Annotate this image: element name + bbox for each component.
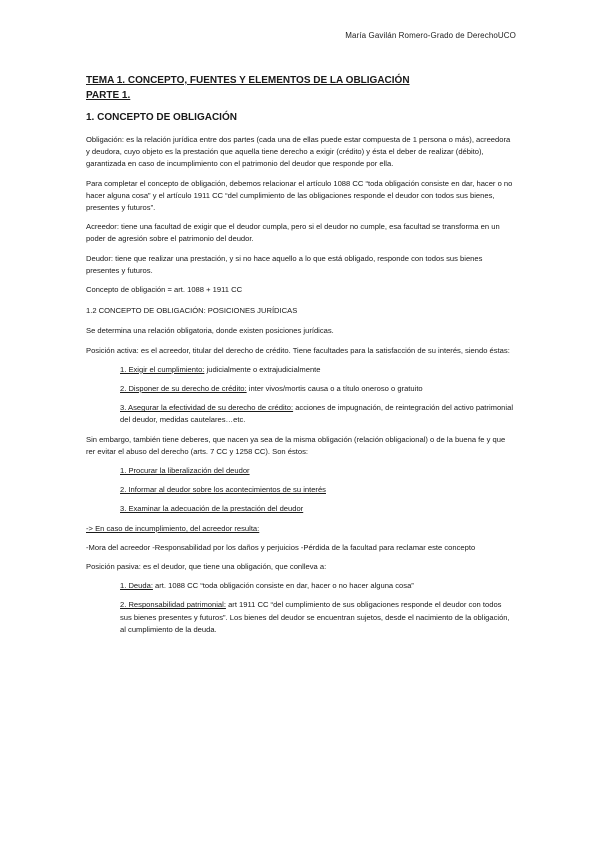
paragraph-obligacion: Obligación: es la relación jurídica entre dos partes (cada una de ellas puede estar compuesta de 1 persona o más), acreedora y deudora, cuyo objeto es la prestación que aquella tiene derecho a exigir (crédito) y ésta el deber de realizar (débito), garantizada en caso de incumplimiento con el patrimonio del deudor que responde por ella. — [86, 135, 511, 169]
document-title: TEMA 1. CONCEPTO, FUENTES Y ELEMENTOS DE LA OBLIGACIÓN — [86, 75, 410, 86]
list-item-asegurar — [120, 402, 514, 426]
paragraph-determina: Se determina una relación obligatoria, donde existen posiciones jurídicas. — [86, 326, 334, 336]
list-item-label: 2. Disponer de su derecho de crédito: — [120, 384, 247, 394]
list-item-examinar: 3. Examinar la adecuación de la prestación del deudor — [120, 504, 304, 514]
list-item-text: judicialmente o extrajudicialmente — [204, 364, 321, 374]
paragraph-concepto-formula: Concepto de obligación = art. 1088 + 1911 CC — [86, 285, 243, 295]
paragraph-deudor: Deudor: tiene que realizar una prestación, y si no hace aquello a lo que está obligado, responde con todos sus bienes presentes y futuros. — [86, 253, 483, 275]
list-item-disponer — [120, 383, 514, 395]
list-item-responsabilidad — [120, 599, 514, 636]
list-item-procurar: 1. Procurar la liberalización del deudor — [120, 466, 250, 476]
list-item-label: 1. Exigir el cumplimiento: — [120, 364, 205, 374]
list-item-label: 1. Deuda: — [120, 581, 153, 591]
part-heading: PARTE 1. — [86, 90, 131, 101]
section-heading-concepto: 1. CONCEPTO DE OBLIGACIÓN — [86, 112, 237, 123]
list-item-deuda — [120, 580, 514, 592]
paragraph-deberes: Sin embargo, también tiene deberes, que nacen ya sea de la misma obligación (relación obligacional) o de la buena fe y que rer evitar el abuso del derecho (arts. 7 CC y 1258 CC). Son éstos: — [86, 434, 506, 456]
list-item-label: 3. Asegurar la efectividad de su derecho de crédito: — [120, 403, 294, 413]
paragraph-incumplimiento: -> En caso de incumplimiento, del acreedor resulta: — [86, 523, 260, 533]
list-item-text: art. 1088 CC “toda obligación consiste en dar, hacer o no hacer alguna cosa” — [152, 581, 414, 591]
paragraph-mora: -Mora del acreedor -Responsabilidad por los daños y perjuicios -Pérdida de la facultad para reclamar este concepto — [86, 542, 476, 552]
paragraph-posicion-pasiva: Posición pasiva: es el deudor, que tiene una obligación, que conlleva a: — [86, 562, 327, 572]
list-item-exigir — [120, 364, 514, 376]
list-item-text: art 1911 CC “del cumplimiento de sus obligaciones responde el deudor con todos sus bienes presentes y futuros”. Los bienes del deudor se encuentran sujetos, desde el nacimiento de la obligación, al cumplimiento de la deuda. — [120, 600, 510, 634]
page-header: María Gavilán Romero-Grado de DerechoUCO — [345, 31, 516, 40]
list-item-text: acciones de impugnación, de reintegración del activo patrimonial del deudor, medidas cautelares…etc. — [120, 403, 514, 425]
section-heading-posiciones: 1.2 CONCEPTO DE OBLIGACIÓN: POSICIONES JURÍDICAS — [86, 306, 298, 316]
paragraph-acreedor: Acreedor: tiene una facultad de exigir que el deudor cumpla, pero si el deudor no cumple, esa facultad se transforma en un poder de agresión sobre el patrimonio del deudor. — [86, 222, 500, 244]
list-item-informar: 2. Informar al deudor sobre los acontecimientos de su interés — [120, 485, 326, 495]
document-body — [86, 74, 514, 643]
paragraph-completar: Para completar el concepto de obligación, debemos relacionar el artículo 1088 CC “toda obligación consiste en dar, hacer o no hacer alguna cosa” y el artículo 1911 CC “del cumplimiento de las obligaciones responde el deudor con todos sus bienes, presentes y futuros”. — [86, 178, 513, 213]
list-item-text: inter vivos/mortis causa o a título oneroso o gratuito — [246, 384, 423, 394]
list-item-label: 2. Responsabilidad patrimonial: — [120, 600, 226, 610]
paragraph-posicion-activa: Posición activa: es el acreedor, titular del derecho de crédito. Tiene facultades para la satisfacción de su interés, siendo éstas: — [86, 345, 510, 355]
